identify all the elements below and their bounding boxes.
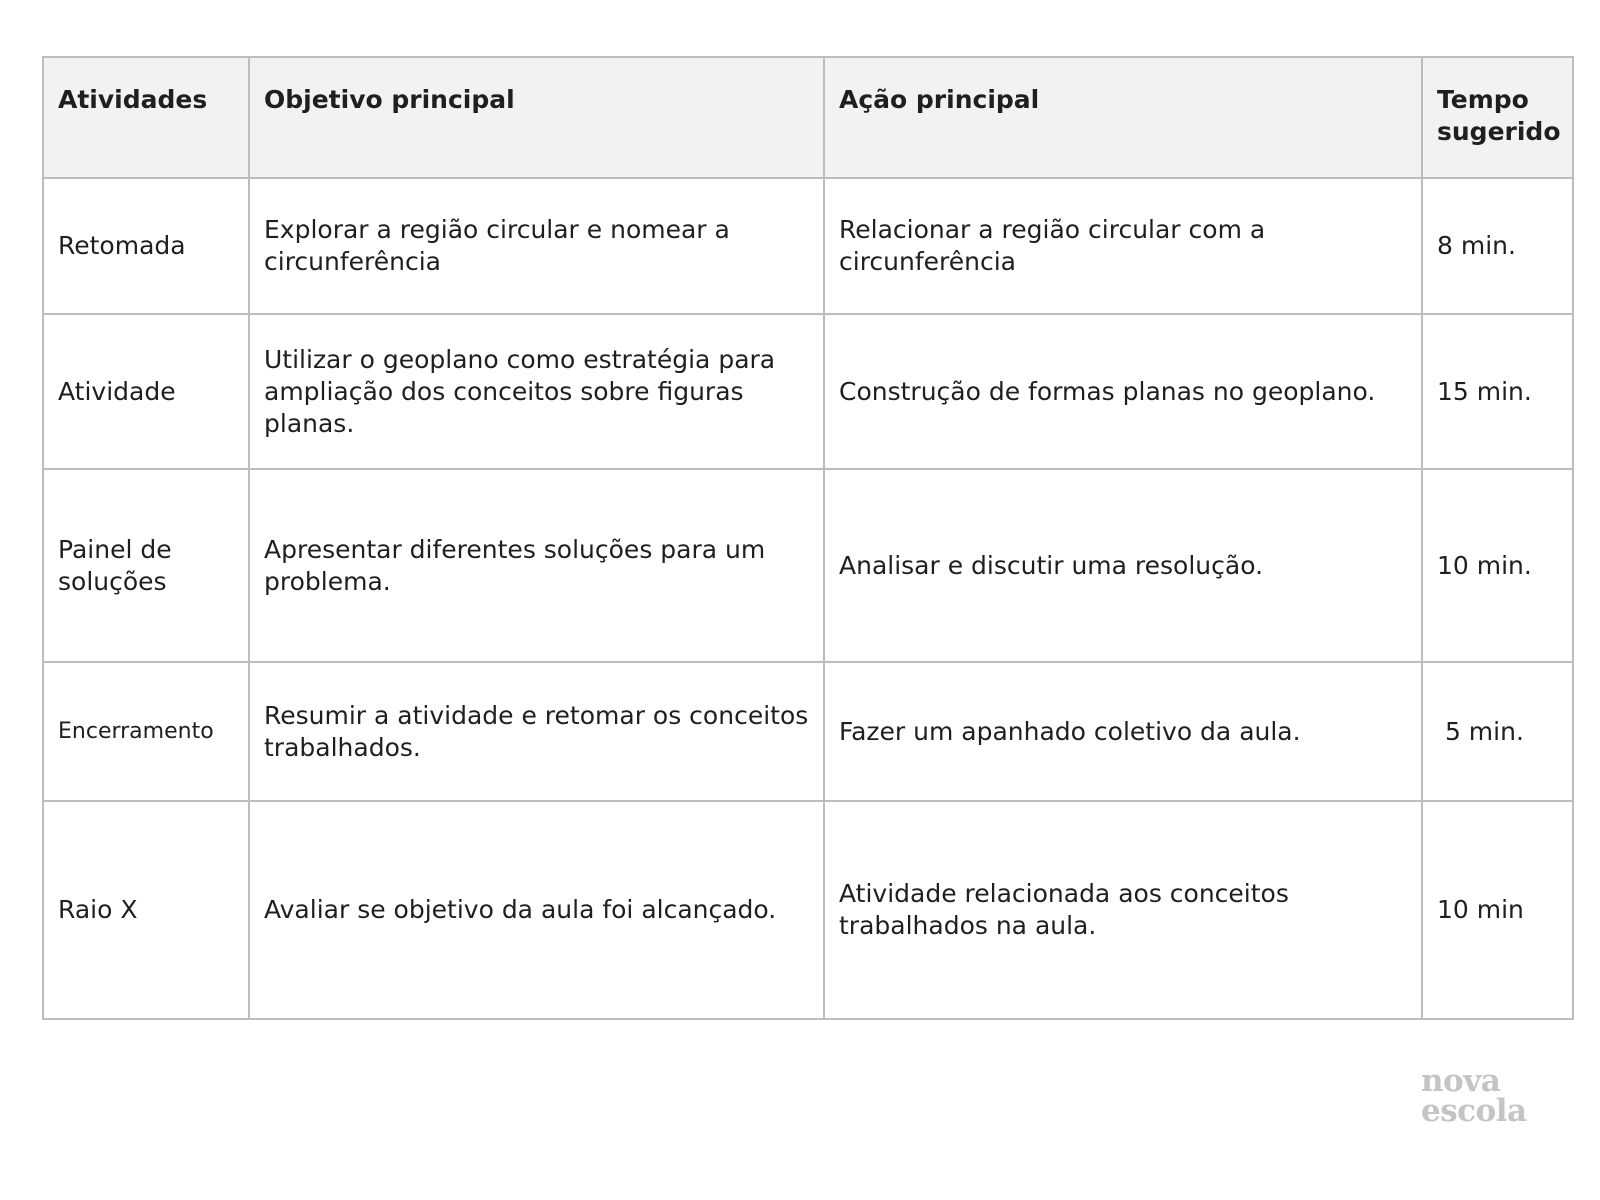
cell-objetivo: Explorar a região circular e nomear a circunferência: [249, 178, 824, 314]
cell-atividade: Raio X: [43, 801, 249, 1019]
header-tempo: Tempo sugerido: [1422, 57, 1573, 178]
table-row: [43, 178, 1573, 314]
header-row: [43, 57, 1573, 178]
cell-acao: Atividade relacionada aos conceitos trabalhados na aula.: [824, 801, 1422, 1019]
cell-atividade: Encerramento: [43, 662, 249, 801]
table-row: [43, 314, 1573, 469]
cell-tempo: 15 min.: [1422, 314, 1573, 469]
cell-tempo: 5 min.: [1422, 662, 1573, 801]
cell-objetivo: Resumir a atividade e retomar os conceitos trabalhados.: [249, 662, 824, 801]
lesson-plan-table: [42, 56, 1574, 1020]
table-header: [43, 57, 1573, 178]
table-body: [43, 178, 1573, 1019]
cell-atividade: Retomada: [43, 178, 249, 314]
table-row: [43, 469, 1573, 662]
cell-tempo: 10 min: [1422, 801, 1573, 1019]
cell-objetivo: Apresentar diferentes soluções para um problema.: [249, 469, 824, 662]
cell-objetivo: Utilizar o geoplano como estratégia para ampliação dos conceitos sobre figuras planas.: [249, 314, 824, 469]
cell-acao: Relacionar a região circular com a circunferência: [824, 178, 1422, 314]
cell-acao: Fazer um apanhado coletivo da aula.: [824, 662, 1422, 801]
cell-atividade: Atividade: [43, 314, 249, 469]
header-atividades: Atividades: [43, 57, 249, 178]
logo-line-nova: nova: [1421, 1063, 1501, 1099]
nova-escola-logo: [1421, 1063, 1527, 1129]
cell-objetivo: Avaliar se objetivo da aula foi alcançado.: [249, 801, 824, 1019]
cell-tempo: 10 min.: [1422, 469, 1573, 662]
cell-acao: Construção de formas planas no geoplano.: [824, 314, 1422, 469]
logo-line-escola: escola: [1421, 1093, 1527, 1129]
cell-tempo: 8 min.: [1422, 178, 1573, 314]
cell-atividade: Painel de soluções: [43, 469, 249, 662]
cell-acao: Analisar e discutir uma resolução.: [824, 469, 1422, 662]
header-objetivo: Objetivo principal: [249, 57, 824, 178]
table-row: [43, 801, 1573, 1019]
table-row: [43, 662, 1573, 801]
header-acao: Ação principal: [824, 57, 1422, 178]
